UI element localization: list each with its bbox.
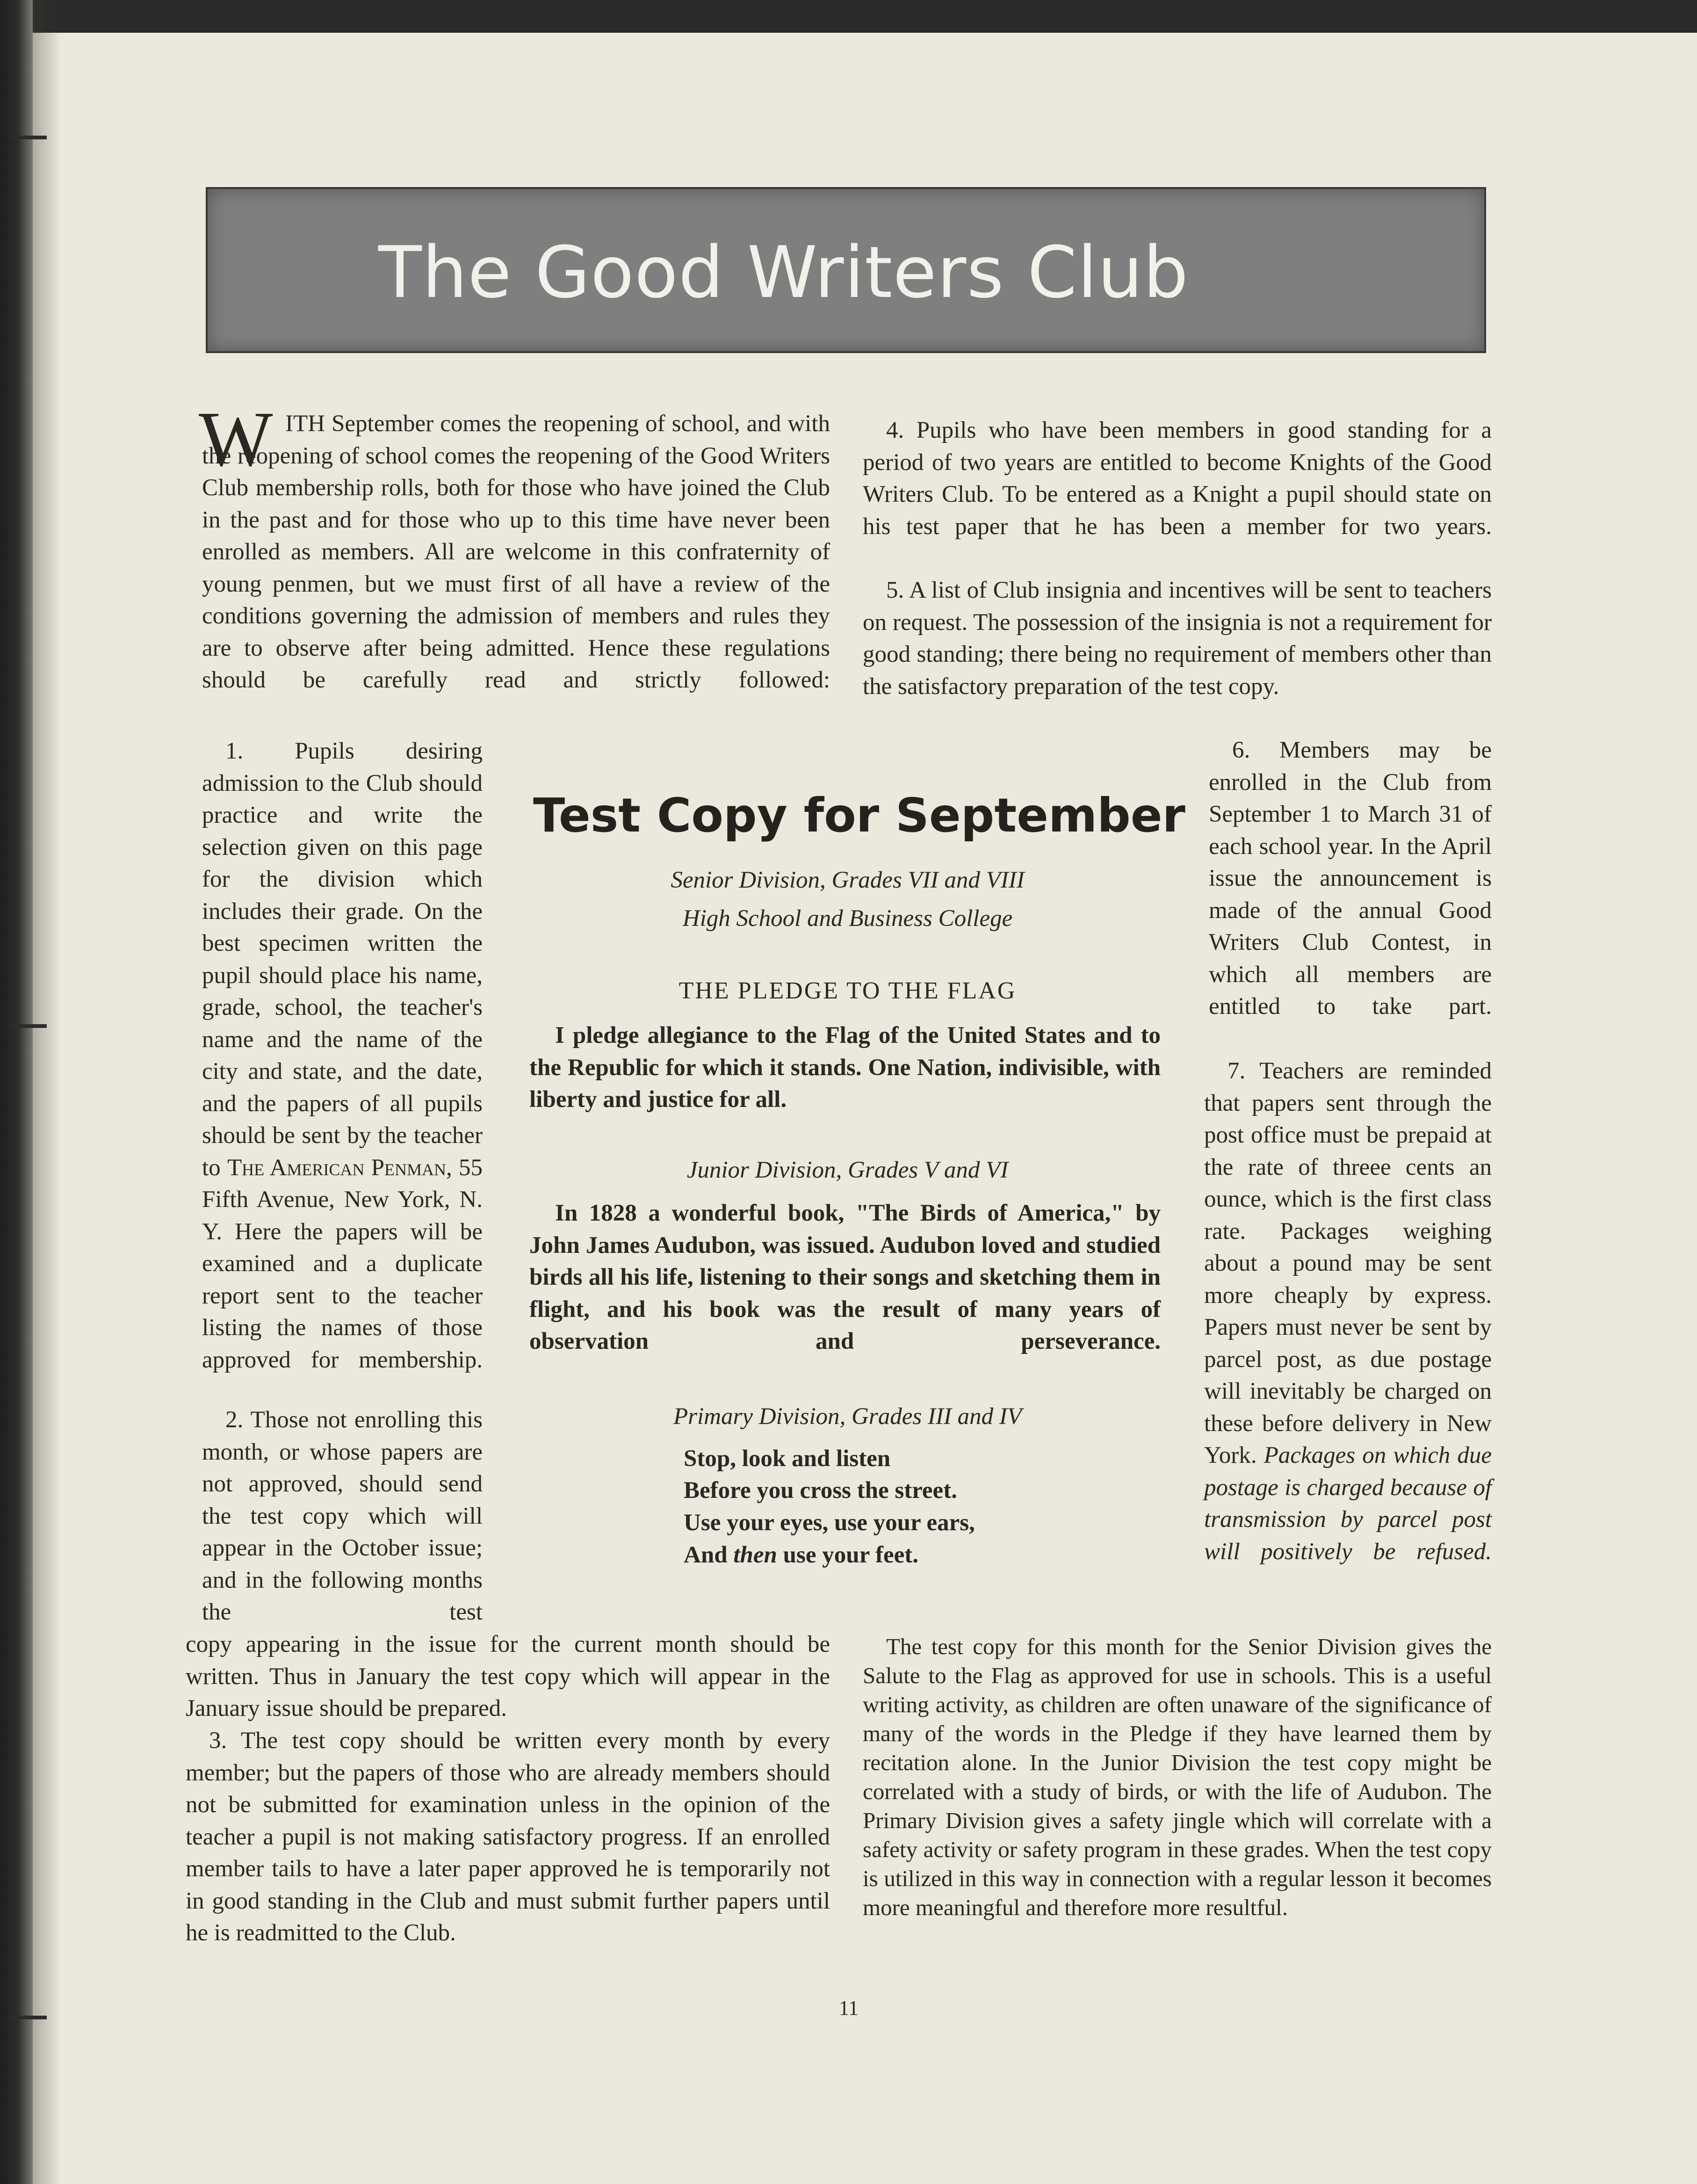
page-number: 11 bbox=[838, 1996, 859, 2019]
pledge-title: THE PLEDGE TO THE FLAG bbox=[679, 977, 1017, 1004]
rule-3: 3. The test copy should be written every month by every member; but the papers of those who are already members should not be submitted for examination unless in the opinion of the teacher a pupil is not making satisfactory progress. If an enrolled member tails to have a later paper approved he is temporarily not in good standing in the Club and must submit further papers until he is readmitted to the Club. bbox=[186, 1728, 830, 1946]
rule-7-text: 7. Teachers are reminded that papers sent through the post office must be prepaid at the rate of threee cents an ounce, which is the first class rate. Packages weighing about a pound may be sent more cheaply by express. Papers must never be sent by parcel post, as due postage will inevitably be charged on these before delivery in New York. bbox=[1204, 1058, 1492, 1468]
rule-6: 6. Members may be enrolled in the Club from September 1 to March 31 of each school year. In the April issue the announcement is made of the annual Good Writers Club Contest, in which all members are entitled to take part. bbox=[1209, 737, 1492, 1020]
poem-line-4 bbox=[684, 1539, 918, 1571]
senior-division-subheading: High School and Business College bbox=[682, 905, 1013, 932]
gutter-shadow bbox=[33, 0, 61, 2184]
poem-word: use your feet. bbox=[783, 1542, 919, 1568]
primary-division-heading: Primary Division, Grades III and IV bbox=[673, 1403, 1022, 1430]
poem-line-1: Stop, look and listen bbox=[684, 1446, 891, 1472]
poem-line-2: Before you cross the street. bbox=[684, 1477, 957, 1504]
rule-4: 4. Pupils who have been members in good standing for a period of two years are entitled to become Knights of the Good Writers Club. To be entered as a Knight a pupil should state on his test paper that he has been a member for two years. bbox=[863, 417, 1492, 540]
rule-1-text-cont: , 55 Fifth Avenue, New York, N. Y. Here the papers will be examined and a duplicate report sent to the teacher listing the names of those approved for membership. bbox=[202, 1154, 483, 1373]
rule-5: 5. A list of Club insignia and incentives will be sent to teachers on request. The possession of the insignia is not a requirement for good standing; there being no requirement of members other than the satisfactory preparation of the test copy. bbox=[863, 577, 1492, 700]
senior-division-heading: Senior Division, Grades VII and VIII bbox=[671, 867, 1025, 893]
binding-tab bbox=[9, 136, 47, 139]
rule-1-text: 1. Pupils desiring admission to the Club should practice and write the selection given on this page for the division which includes their grade. On the best specimen written the pupil should place his name, grade, school, the teacher's name and the name of the city and state, and the date, and the papers of all pupils should be sent by the teacher to bbox=[202, 738, 483, 1181]
closing-paragraph: The test copy for this month for the Senior Division gives the Salute to the Flag as approved for use in schools. This is a useful writing activity, as children are often unaware of the significance of many of the words in the Pledge if they have learned them by recitation alone. In the Junior Division the test copy might be correlated with a study of birds, or with the life of Audubon. The Primary Division gives a safety jingle which will correlate with a safety activity or safety program in these grades. When the test copy is utilized in this way in connection with a regular lesson it becomes more meaningful and therefore more resultful. bbox=[863, 1634, 1492, 1920]
binding-tab bbox=[9, 2016, 47, 2019]
rule-2-continued: copy appearing in the issue for the current month should be written. Thus in January the test copy which will appear in the January issue should be prepared. bbox=[186, 1631, 830, 1721]
junior-text: In 1828 a wonderful book, "The Birds of America," by John James Audubon, was issued. Audubon loved and studied birds all his life, listening to their songs and sketching them in flight, and his book was the result of many years of observation and perseverance. bbox=[529, 1200, 1161, 1354]
rule-2: 2. Those not enrolling this month, or whose papers are not approved, should send the test copy which will appear in the October issue; and in the following months the test bbox=[202, 1407, 483, 1625]
page-title: The Good Writers Club bbox=[378, 231, 1189, 314]
pledge-text: I pledge allegiance to the Flag of the United States and to the Republic for which it stands. One Nation, indivisible, with liberty and justice for all. bbox=[529, 1022, 1161, 1113]
binding-tab bbox=[9, 1024, 47, 1028]
drop-cap: W bbox=[199, 396, 273, 483]
poem-emphasis: then bbox=[733, 1542, 777, 1568]
rule-7 bbox=[1204, 1055, 1492, 1568]
intro-paragraph: ITH September comes the reopening of school, and with the reopening of school comes the reopening of the Good Writers Club membership rolls, both for those who have joined the Club in the past and for those who up to this time have never been enrolled as members. All are welcome in this confraternity of young penmen, but we must first of all have a review of the conditions governing the admission of members and rules they are to observe after being admitted. Hence these regulations should be carefully read and strictly followed: bbox=[202, 411, 830, 693]
rule-7-italic: Packages on which due postage is charged because of transmission by parcel post will positively be refused. bbox=[1204, 1442, 1492, 1565]
test-copy-title: Test Copy for September bbox=[533, 788, 1185, 843]
rule-1 bbox=[202, 735, 483, 1376]
junior-division-heading: Junior Division, Grades V and VI bbox=[686, 1157, 1009, 1183]
poem-word: And bbox=[684, 1542, 728, 1568]
title-banner bbox=[206, 187, 1486, 353]
poem-line-3: Use your eyes, use your ears, bbox=[684, 1510, 975, 1536]
book-binding bbox=[0, 0, 33, 2184]
magazine-name: The American Penman bbox=[227, 1154, 446, 1181]
